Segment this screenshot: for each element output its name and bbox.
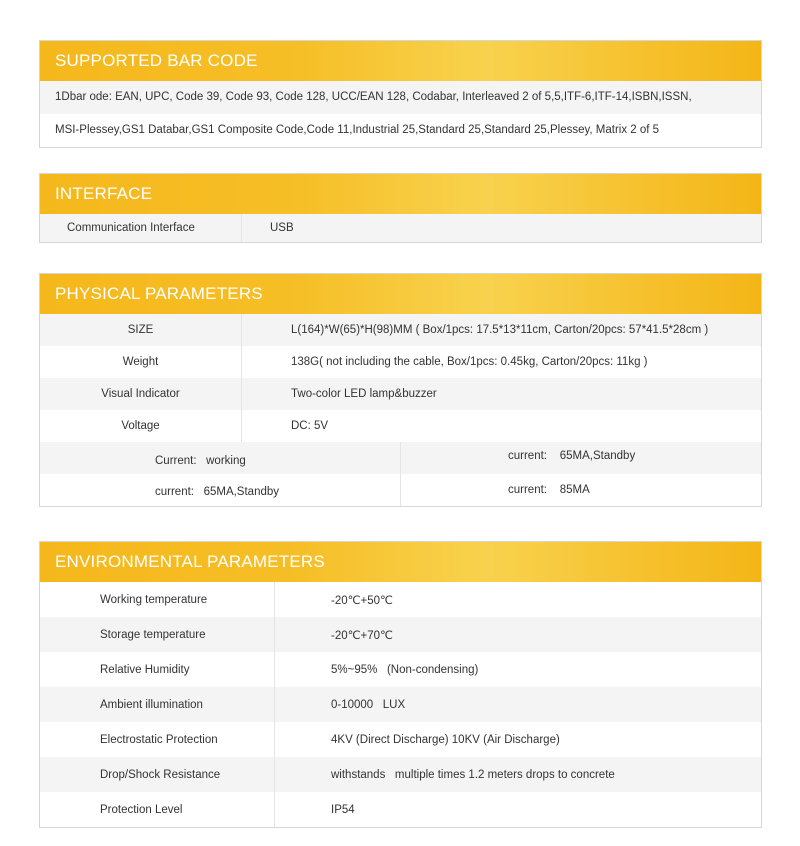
environmental-section-title: ENVIRONMENTAL PARAMETERS: [40, 542, 761, 582]
spec-row: [40, 314, 761, 346]
interface-section-title: INTERFACE: [40, 174, 761, 214]
spec-row: [40, 346, 761, 378]
current-row: [40, 474, 761, 506]
spec-label: Relative Humidity: [40, 652, 275, 687]
current-left: Current: working: [40, 442, 401, 474]
spec-row: [40, 582, 761, 617]
current-left: current: 65MA,Standby: [40, 474, 401, 506]
spec-row: [40, 652, 761, 687]
spec-label: Visual Indicator: [40, 378, 242, 410]
spec-row: [40, 617, 761, 652]
spec-row: [40, 722, 761, 757]
physical-section-title: PHYSICAL PARAMETERS: [40, 274, 761, 314]
barcode-section-title: SUPPORTED BAR CODE: [40, 41, 761, 81]
spec-label: Drop/Shock Resistance: [40, 757, 275, 792]
spec-label: SIZE: [40, 314, 242, 346]
current-row: [40, 442, 761, 474]
spec-label: Electrostatic Protection: [40, 722, 275, 757]
spec-value: 4KV (Direct Discharge) 10KV (Air Discharge): [331, 733, 560, 746]
spec-label: Protection Level: [40, 792, 275, 827]
spec-label: Weight: [40, 346, 242, 378]
spec-value: L(164)*W(65)*H(98)MM ( Box/1pcs: 17.5*13*11cm, Carton/20pcs: 57*41.5*28cm ): [291, 324, 709, 336]
environmental-section: [39, 541, 762, 828]
spec-value: 138G( not including the cable, Box/1pcs: 0.45kg, Carton/20pcs: 11kg ): [291, 356, 648, 368]
barcode-section: [39, 40, 762, 148]
current-right: current: 85MA: [508, 484, 590, 496]
interface-section: [39, 173, 762, 243]
barcode-line-2: MSI-Plessey,GS1 Databar,GS1 Composite Code,Code 11,Industrial 25,Standard 25,Standard 25,Plessey, Matrix 2 of 5: [40, 114, 761, 147]
physical-section: [39, 273, 762, 507]
spec-row: [40, 378, 761, 410]
spec-row: [40, 214, 761, 242]
spec-value: withstands multiple times 1.2 meters drops to concrete: [331, 768, 615, 781]
spec-label: Communication Interface: [40, 214, 242, 242]
spec-row: [40, 410, 761, 442]
spec-label: Voltage: [40, 410, 242, 442]
spec-label: Working temperature: [40, 582, 275, 617]
spec-row: [40, 792, 761, 827]
barcode-line-1: 1Dbar ode: EAN, UPC, Code 39, Code 93, Code 128, UCC/EAN 128, Codabar, Interleaved 2 of 5,5,ITF-6,ITF-14,ISBN,ISSN,: [40, 81, 761, 114]
spec-value: 0-10000 LUX: [331, 698, 406, 711]
spec-value: -20℃+50℃: [331, 594, 393, 607]
spec-value: -20℃+70℃: [331, 629, 393, 642]
spec-value: USB: [270, 222, 294, 234]
spec-value: 5%~95% (Non-condensing): [331, 663, 479, 676]
spec-label: Storage temperature: [40, 617, 275, 652]
spec-row: [40, 757, 761, 792]
current-right: current: 65MA,Standby: [508, 450, 636, 462]
spec-row: [40, 687, 761, 722]
spec-value: IP54: [331, 803, 355, 816]
spec-value: DC: 5V: [291, 420, 329, 432]
spec-label: Ambient illumination: [40, 687, 275, 722]
spec-value: Two-color LED lamp&buzzer: [291, 388, 437, 400]
